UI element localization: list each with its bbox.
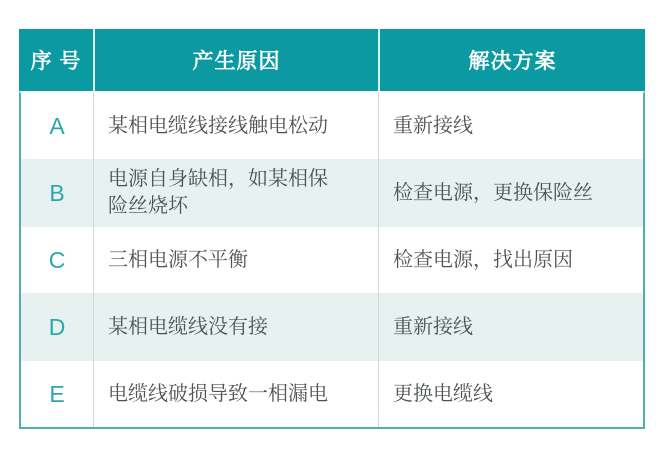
table-row-b bbox=[21, 159, 643, 227]
cause-cell: 三相电源不平衡 bbox=[93, 227, 378, 293]
solution-cell: 更换电缆线 bbox=[378, 361, 643, 427]
row-id: A bbox=[49, 112, 65, 139]
solution-cell: 检查电源，找出原因 bbox=[378, 227, 643, 293]
header-cause: 产生原因 bbox=[93, 29, 378, 91]
row-id: D bbox=[48, 313, 66, 340]
row-id: B bbox=[49, 179, 65, 206]
table-row-d bbox=[21, 293, 643, 361]
solution-cell: 检查电源，更换保险丝 bbox=[378, 159, 643, 227]
cause-cell: 电源自身缺相，如某相保险丝烧坏 bbox=[93, 159, 378, 227]
header-solution: 解决方案 bbox=[378, 29, 645, 91]
row-id: E bbox=[49, 380, 65, 407]
header-serial-number: 序 号 bbox=[30, 50, 82, 73]
solution-cell: 重新接线 bbox=[378, 293, 643, 361]
table-row-c bbox=[21, 227, 643, 293]
cause-cell: 某相电缆线没有接 bbox=[93, 293, 378, 361]
table-body bbox=[19, 91, 645, 429]
row-id: C bbox=[48, 246, 66, 273]
table-row-a bbox=[21, 93, 643, 159]
solution-cell: 重新接线 bbox=[378, 93, 643, 159]
cause-cell: 某相电缆线接线触电松动 bbox=[93, 93, 378, 159]
table-row-e bbox=[21, 361, 643, 427]
table-header-row bbox=[19, 29, 645, 91]
cause-cell: 电缆线破损导致一相漏电 bbox=[93, 361, 378, 427]
fault-troubleshooting-table bbox=[19, 29, 645, 429]
